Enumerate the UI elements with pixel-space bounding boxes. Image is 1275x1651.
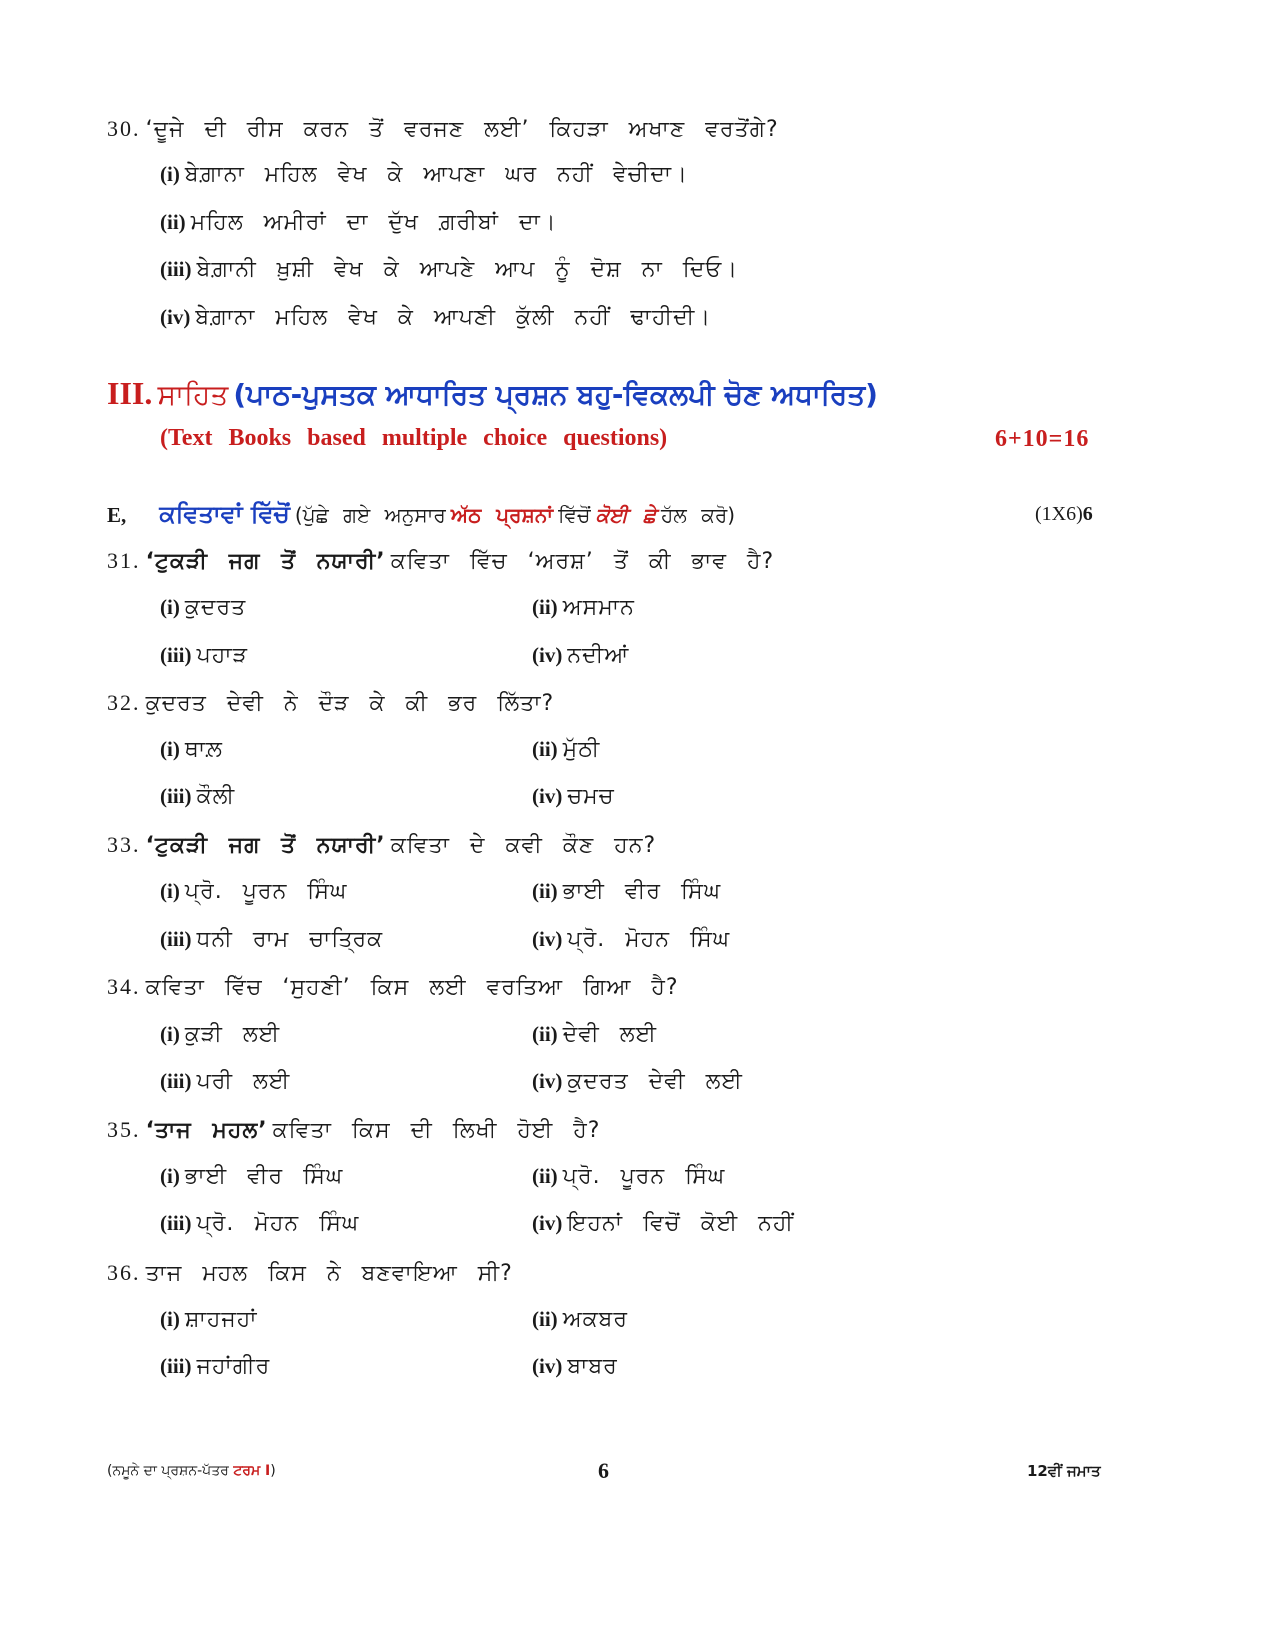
option-text: ਧਨੀ ਰਾਮ ਚਾਤ੍ਰਿਕ [196,927,384,952]
option-iii [160,257,738,282]
option-ii [532,1307,628,1332]
question-text: ਕਵਿਤਾ ਦੇ ਕਵੀ ਕੌਣ ਹਨ? [390,833,657,858]
option-i [160,1022,280,1047]
question-30 [107,116,779,142]
question-33 [107,832,656,858]
option-text: ਮਹਿਲ ਅਮੀਰਾਂ ਦਾ ਦੁੱਖ ਗ਼ਰੀਬਾਂ ਦਾ। [190,210,557,235]
option-ii [532,737,600,762]
option-iii [160,1211,359,1236]
question-text: ਤਾਜ ਮਹਲ ਕਿਸ ਨੇ ਬਣਵਾਇਆ ਸੀ? [145,1261,513,1286]
option-text: ਪ੍ਰੋ. ਮੋਹਨ ਸਿੰਘ [567,927,731,952]
option-label: (ii) [532,1164,558,1188]
option-label: (ii) [532,1307,558,1331]
option-label: (i) [160,879,180,903]
question-number: 32. [107,690,141,715]
option-label: (iv) [160,305,191,329]
option-iv [532,1069,743,1094]
option-text: ਅਕਬਰ [562,1307,629,1332]
question-32 [107,690,554,716]
option-text: ਬਾਬਰ [567,1354,618,1379]
option-text: ਕੁਦਰਤ ਦੇਵੀ ਲਈ [567,1069,743,1094]
option-text: ਜਹਾਂਗੀਰ [196,1354,271,1379]
footer-class: 12ਵੀਂ ਜਮਾਤ [1027,1462,1101,1480]
question-number: 33. [107,832,141,857]
option-text: ਨਦੀਆਂ [567,643,630,668]
option-text: ਬੇਗ਼ਾਨਾ ਮਹਿਲ ਵੇਖ ਕੇ ਆਪਣੀ ਕੁੱਲੀ ਨਹੀਂ ਢਾਹੀਦੀ। [195,305,712,330]
question-bold-text: ‘ਟੁਕੜੀ ਜਗ ਤੋਂ ਨਯਾਰੀ’ [145,833,386,858]
option-label: (iii) [160,784,192,808]
question-number: 36. [107,1260,141,1285]
option-ii [532,879,721,904]
option-label: (ii) [160,210,186,234]
option-label: (iii) [160,1354,192,1378]
option-iv [160,305,711,330]
option-iv [532,784,615,809]
question-text: ਕਵਿਤਾ ਕਿਸ ਦੀ ਲਿਖੀ ਹੋਈ ਹੈ? [272,1118,601,1143]
part-marks-formula: (1X6) [1035,503,1083,525]
option-iii [160,784,235,809]
part-marks-total: 6 [1082,503,1093,525]
option-ii [532,595,635,620]
question-number: 34. [107,974,141,999]
option-label: (iii) [160,643,192,667]
option-i [160,595,246,620]
option-ii [532,1022,657,1047]
option-text: ਥਾਲ਼ [184,737,223,762]
part-instruction-5: ਹੱਲ ਕਰੋ) [661,503,736,527]
option-label: (iv) [532,643,563,667]
option-ii [160,210,557,235]
part-instruction-3: ਵਿੱਚੋਂ [558,503,591,527]
option-i [160,737,223,762]
option-label: (ii) [532,595,558,619]
footer-left [107,1463,276,1479]
option-iii [160,1069,290,1094]
option-label: (ii) [532,1022,558,1046]
question-text: ‘ਦੂਜੇ ਦੀ ਰੀਸ ਕਰਨ ਤੋਂ ਵਰਜਣ ਲਈ’ ਕਿਹੜਾ ਅਖਾਣ ਵਰਤੋਂਗੇ? [145,117,779,142]
part-label: E, [107,503,127,527]
section-title: ਸਾਹਿਤ [157,378,229,411]
option-label: (iii) [160,927,192,951]
footer-paper-label: (ਨਮੂਨੇ ਦਾ ਪ੍ਰਸ਼ਨ-ਪੱਤਰ [107,1463,229,1479]
part-title: ਕਵਿਤਾਵਾਂ ਵਿੱਚੋਂ [159,500,290,528]
option-iii [160,643,248,668]
part-instruction-1: (ਪੁੱਛੇ ਗਏ ਅਨੁਸਾਰ [294,503,446,527]
option-label: (i) [160,595,180,619]
option-iv [532,1211,794,1236]
option-text: ਚਮਚ [567,784,615,809]
option-label: (ii) [532,737,558,761]
part-marks [1035,503,1093,526]
section-title-detail: (ਪਾਠ-ਪੁਸਤਕ ਆਧਾਰਿਤ ਪ੍ਰਸ਼ਨ ਬਹੁ-ਵਿਕਲਪੀ ਚੋਣ ਅਧਾਰਿਤ) [233,378,878,411]
option-label: (i) [160,162,180,186]
question-text: ਕਵਿਤਾ ਵਿੱਚ ‘ਅਰਸ਼’ ਤੋਂ ਕੀ ਭਾਵ ਹੈ? [390,549,775,574]
part-e-heading [107,500,735,528]
option-text: ਭਾਈ ਵੀਰ ਸਿੰਘ [562,879,722,904]
question-text: ਕੁਦਰਤ ਦੇਵੀ ਨੇ ਦੌੜ ਕੇ ਕੀ ਭਰ ਲਿੱਤਾ? [145,691,555,716]
question-text: ਕਵਿਤਾ ਵਿੱਚ ‘ਸੁਹਣੀ’ ਕਿਸ ਲਈ ਵਰਤਿਆ ਗਿਆ ਹੈ? [145,975,679,1000]
option-label: (iv) [532,784,563,808]
option-text: ਪਰੀ ਲਈ [196,1069,291,1094]
option-text: ਪ੍ਰੋ. ਪੂਰਨ ਸਿੰਘ [562,1164,726,1189]
page-number: 6 [598,1458,609,1483]
option-text: ਭਾਈ ਵੀਰ ਸਿੰਘ [184,1164,344,1189]
option-text: ਦੇਵੀ ਲਈ [562,1022,657,1047]
option-i [160,162,688,187]
option-label: (iv) [532,1211,563,1235]
option-text: ਸ਼ਾਹਜਹਾਂ [184,1307,258,1332]
option-label: (ii) [532,879,558,903]
section-subtitle: (Text Books based multiple choice questions) [160,425,668,451]
question-35 [107,1117,600,1143]
option-text: ਬੇਗ਼ਾਨੀ ਖ਼ੁਸ਼ੀ ਵੇਖ ਕੇ ਆਪਣੇ ਆਪ ਨੂੰ ਦੋਸ਼ ਨਾ ਦਿਓ। [196,257,739,282]
question-36 [107,1260,513,1286]
question-34 [107,974,679,1000]
option-iii [160,927,383,952]
option-text: ਕੌਲੀ [196,784,236,809]
option-label: (i) [160,737,180,761]
question-31 [107,548,774,574]
option-i [160,1164,343,1189]
footer-term: ਟਰਮ I [233,1463,271,1479]
question-number: 30. [107,116,141,141]
option-label: (i) [160,1022,180,1046]
option-iv [532,643,629,668]
option-text: ਇਹਨਾਂ ਵਿਚੋਂ ਕੋਈ ਨਹੀਂ [567,1211,794,1236]
option-label: (iii) [160,1069,192,1093]
footer-paren: ) [270,1463,276,1479]
option-text: ਕੁਦਰਤ [184,595,247,620]
option-label: (iv) [532,927,563,951]
question-bold-text: ‘ਟੁਕੜੀ ਜਗ ਤੋਂ ਨਯਾਰੀ’ [145,549,386,574]
option-text: ਪਹਾੜ [196,643,248,668]
section-marks: 6+10=16 [995,426,1090,452]
question-number: 31. [107,548,141,573]
option-label: (iii) [160,257,192,281]
part-instruction-2: ਅੱਠ ਪ੍ਰਸ਼ਨਾਂ [450,503,553,527]
question-number: 35. [107,1117,141,1142]
option-i [160,879,347,904]
option-text: ਮੁੱਠੀ [562,737,601,762]
option-text: ਅਸਮਾਨ [562,595,635,620]
option-iv [532,1354,618,1379]
option-ii [532,1164,725,1189]
option-iii [160,1354,270,1379]
option-text: ਕੁੜੀ ਲਈ [184,1022,281,1047]
option-label: (iv) [532,1354,563,1378]
option-text: ਪ੍ਰੋ. ਮੋਹਨ ਸਿੰਘ [196,1211,360,1236]
option-label: (i) [160,1164,180,1188]
question-bold-text: ‘ਤਾਜ ਮਹਲ’ [145,1118,268,1143]
option-i [160,1307,257,1332]
option-text: ਪ੍ਰੋ. ਪੂਰਨ ਸਿੰਘ [184,879,348,904]
section-heading [107,375,878,412]
section-number: III. [107,375,153,411]
part-instruction-4: ਕੋਈ ਛੇ [595,503,656,527]
option-iv [532,927,730,952]
option-label: (iv) [532,1069,563,1093]
option-label: (i) [160,1307,180,1331]
option-text: ਬੇਗ਼ਾਨਾ ਮਹਿਲ ਵੇਖ ਕੇ ਆਪਣਾ ਘਰ ਨਹੀਂ ਵੇਚੀਦਾ। [184,162,688,187]
option-label: (iii) [160,1211,192,1235]
